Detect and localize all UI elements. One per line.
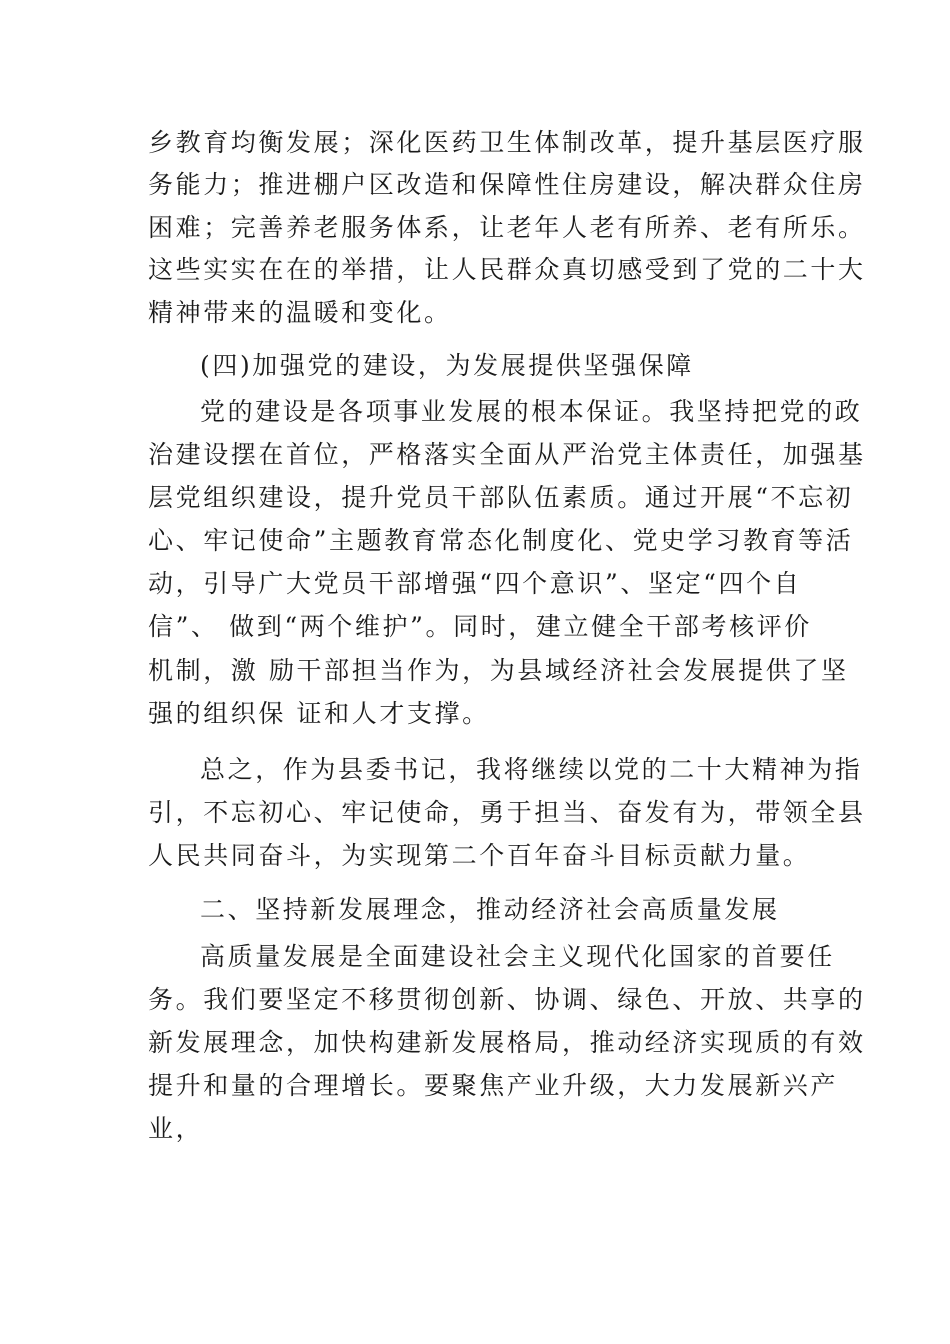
text-line: 高质量发展是全面建设社会主义现代化国家的首要任 [200,942,835,971]
text-line: 务。我们要坚定不移贯彻创新、协调、绿色、开放、共享的 [148,985,866,1014]
text-line: 治建设摆在首位，严格落实全面从严治党主体责任，加强基 [148,440,866,469]
text-line: 人民共同奋斗，为实现第二个百年奋斗目标贡献力量。 [148,841,811,870]
section-heading: (四)加强党的建设，为发展提供坚强保障 [200,351,694,380]
text-line: 这些实实在在的举措，让人民群众真切感受到了党的二十大 [148,255,866,284]
text-line: 引，不忘初心、牢记使命，勇于担当、奋发有为，带领全县 [148,798,866,827]
text-line: 动，引导广大党员干部增强“四个意识”、坚定“四个自 [148,569,802,598]
text-line: 总之，作为县委书记，我将继续以党的二十大精神为指 [200,755,863,784]
text-line: 乡教育均衡发展；深化医药卫生体制改革，提升基层医疗服 [148,128,866,157]
text-line: 信”、 做到“两个维护”。同时，建立健全干部考核评价 [148,612,812,641]
text-line: 层党组织建设，提升党员干部队伍素质。通过开展“不忘初 [148,483,854,512]
text-line: 提升和量的合理增长。要聚焦产业升级，大力发展新兴产 [148,1071,839,1100]
text-line: 困难；完善养老服务体系，让老年人老有所养、老有所乐。 [148,213,866,242]
text-line: 机制，激 励干部担当作为，为县域经济社会发展提供了坚 [148,656,849,685]
text-line: 心、牢记使命”主题教育常态化制度化、党史学习教育等活 [148,526,854,555]
text-line: 强的组织保 证和人才支撑。 [148,699,490,728]
text-line: 精神带来的温暖和变化。 [148,298,452,327]
text-line: 新发展理念，加快构建新发展格局，推动经济实现质的有效 [148,1028,866,1057]
text-line: 党的建设是各项事业发展的根本保证。我坚持把党的政 [200,397,863,426]
text-line: 业， [148,1114,204,1143]
section-heading: 二、坚持新发展理念，推动经济社会高质量发展 [200,895,780,924]
text-line: 务能力；推进棚户区改造和保障性住房建设，解决群众住房 [148,170,866,199]
